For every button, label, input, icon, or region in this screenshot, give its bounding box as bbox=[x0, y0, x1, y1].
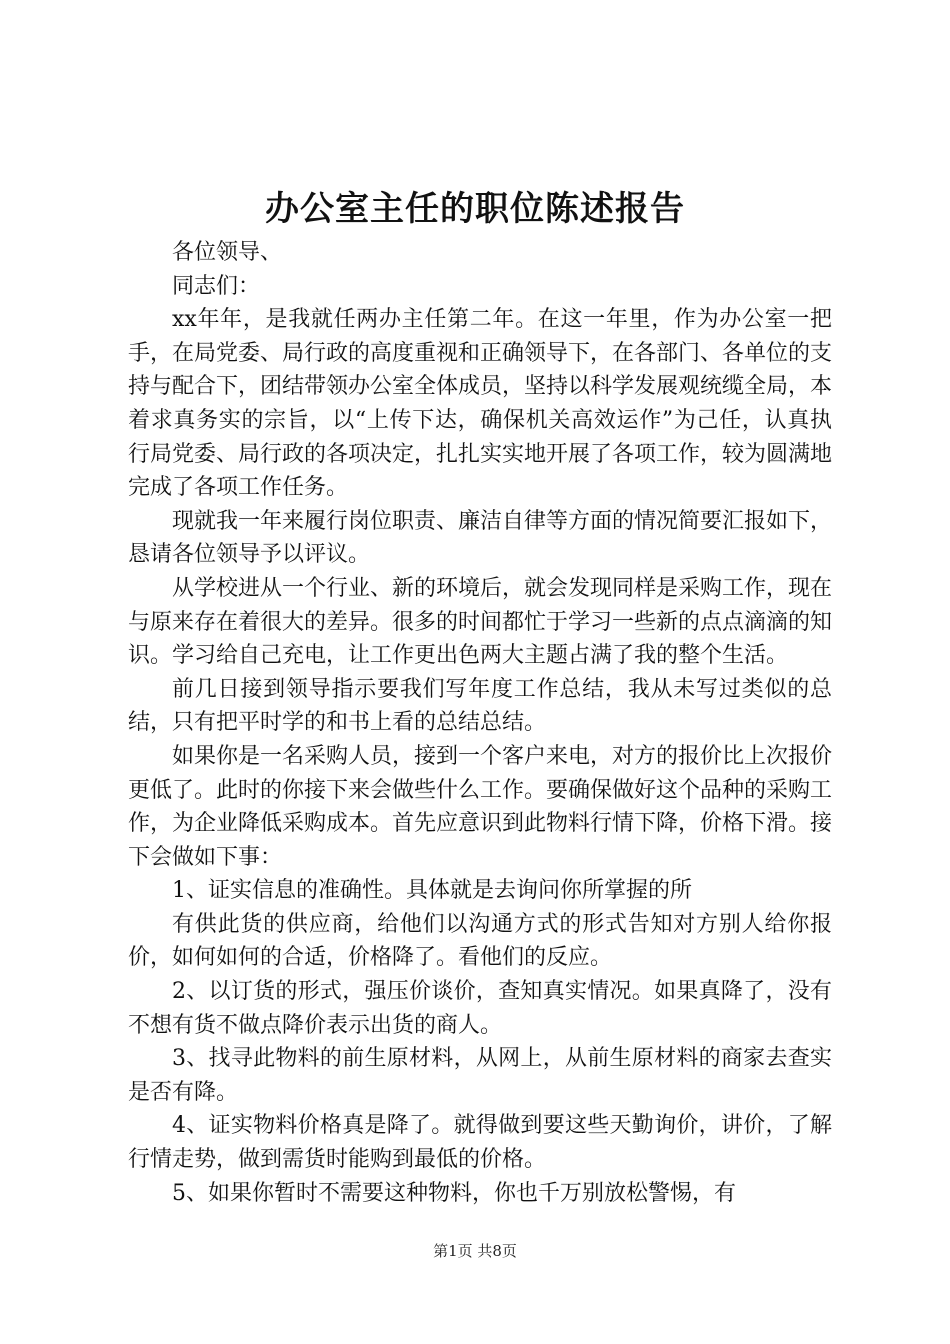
list-item-4: 4、证实物料价格真是降了。就得做到要这些天勤询价，讲价，了解行情走势，做到需货时能购到最低的价格。 bbox=[128, 1113, 832, 1173]
list-item-1-continued: 有供此货的供应商，给他们以沟通方式的形式告知对方别人给你报价，如何如何的合适，价格降了。看他们的反应。 bbox=[128, 911, 832, 971]
paragraph: xx年年，是我就任两办主任第二年。在这一年里，作为办公室一把手，在局党委、局行政的高度重视和正确领导下，在各部门、各单位的支持与配合下，团结带领办公室全体成员，坚持以科学发展观统缆全局，本着求真务实的宗旨，以“上传下达，确保机关高效运作”为己任，认真执行局党委、局行政的各项决定，扎扎实实地开展了各项工作，较为圆满地完成了各项工作任务。 bbox=[128, 307, 833, 501]
list-item-5: 5、如果你暂时不需要这种物料，你也千万别放松警惕，有 bbox=[172, 1180, 736, 1206]
page-number-footer: 第1页 共8页 bbox=[433, 1242, 517, 1260]
paragraph: 前几日接到领导指示要我们写年度工作总结，我从未写过类似的总结，只有把平时学的和书上看的总结总结。 bbox=[128, 676, 832, 736]
paragraph: 现就我一年来履行岗位职责、廉洁自律等方面的情况简要汇报如下，恳请各位领导予以评议。 bbox=[128, 508, 833, 568]
paragraph: 从学校进从一个行业、新的环境后，就会发现同样是采购工作，现在与原来存在着很大的差异。很多的时间都忙于学习一些新的点点滴滴的知识。学习给自己充电，让工作更出色两大主题占满了我的整个生活。 bbox=[128, 575, 833, 669]
salutation-line-1: 各位领导、 bbox=[172, 240, 283, 265]
list-item-1: 1、证实信息的准确性。具体就是去询问你所掌握的所 bbox=[172, 878, 692, 904]
list-item-2: 2、以订货的形式，强压价谈价，查知真实情况。如果真降了，没有不想有货不做点降价表示出货的商人。 bbox=[128, 979, 832, 1038]
document-body bbox=[128, 236, 832, 1210]
salutation-line-2: 同志们： bbox=[172, 273, 261, 299]
document-title: 办公室主任的职位陈述报告 bbox=[265, 189, 685, 229]
paragraph: 如果你是一名采购人员，接到一个客户来电，对方的报价比上次报价更低了。此时的你接下来会做些什么工作。要确保做好这个品种的采购工作，为企业降低采购成本。首先应意识到此物料行情下降，价格下滑。接下会做如下事： bbox=[128, 743, 833, 870]
list-item-3: 3、找寻此物料的前生原材料，从网上，从前生原材料的商家去查实是否有降。 bbox=[128, 1046, 832, 1105]
